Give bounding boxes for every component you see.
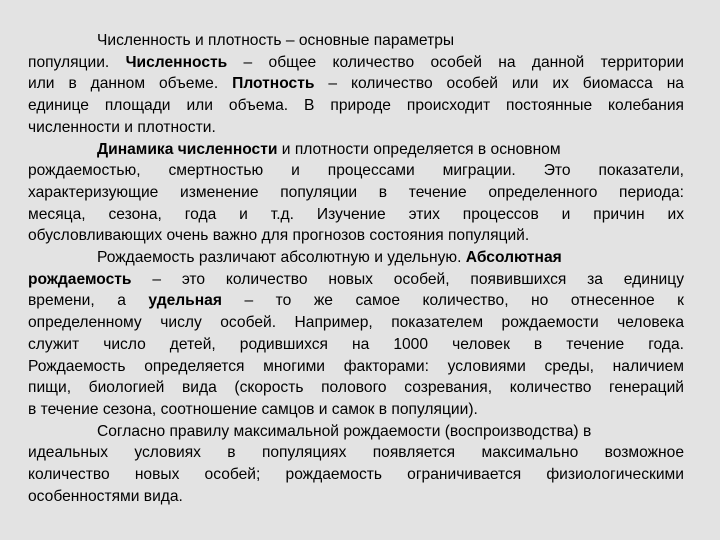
text-run: Численность и плотность – основные параметры: [97, 32, 455, 49]
bold-term: Абсолютная: [465, 249, 562, 267]
text-line: [28, 160, 684, 182]
paragraph: [28, 421, 684, 508]
bold-term: Плотность: [232, 75, 315, 93]
text-run: особенностями вида.: [28, 487, 183, 505]
text-line: [28, 247, 684, 269]
bold-term: Динамика численности: [97, 140, 278, 158]
text-line: [28, 139, 684, 161]
bold-term: Численность: [125, 53, 228, 71]
paragraph: [28, 139, 684, 248]
text-run: характеризующие изменение популяции в течение определенного периода:: [28, 183, 684, 201]
text-run: служит число детей, родившихся на 1000 человек в течение года.: [28, 335, 684, 353]
text-run: Рождаемость различают абсолютную и удельную.: [97, 249, 466, 267]
text-run: Согласно правилу максимальной рождаемости (воспроизводства) в: [97, 422, 592, 440]
text-line: [28, 182, 684, 204]
text-run: и плотности определяется в основном: [277, 140, 561, 158]
text-line: [28, 290, 684, 312]
bold-term: рождаемость: [28, 270, 132, 288]
text-run: месяца, сезона, года и т.д. Изучение этих процессов и причин их: [28, 205, 684, 223]
text-run: популяции.: [28, 53, 126, 71]
text-run: рождаемостью, смертностью и процессами миграции. Это показатели,: [28, 162, 684, 180]
paragraph: [28, 247, 684, 421]
text-run: единице площади или объема. В природе происходит постоянные колебания: [28, 97, 684, 115]
text-line: [28, 73, 684, 95]
text-run: количество новых особей; рождаемость ограничивается физиологическими: [28, 466, 684, 484]
text-line: [28, 421, 684, 443]
text-run: Рождаемость определяется многими факторами: условиями среды, наличием: [28, 357, 684, 375]
text-line: [28, 442, 684, 464]
text-run: времени, а: [28, 292, 149, 310]
text-line: [28, 117, 684, 139]
bold-term: удельная: [148, 292, 222, 310]
text-line: [28, 52, 684, 74]
text-line: [28, 204, 684, 226]
text-line: [28, 377, 684, 399]
text-line: [28, 30, 684, 52]
text-line: [28, 356, 684, 378]
text-run: или в данном объеме.: [28, 75, 233, 93]
text-line: [28, 486, 684, 508]
text-line: [28, 464, 684, 486]
text-run: численности и плотности.: [28, 118, 216, 136]
text-line: [28, 269, 684, 291]
text-run: пищи, биологией вида (скорость полового созревания, количество генераций: [28, 379, 684, 397]
text-line: [28, 312, 684, 334]
text-run: – общее количество особей на данной территории: [227, 53, 684, 71]
text-run: – количество особей или их биомасса на: [314, 75, 684, 93]
text-run: идеальных условиях в популяциях появляется максимально возможное: [28, 444, 684, 462]
text-run: – то же самое количество, но отнесенное к: [221, 292, 684, 310]
text-run: в течение сезона, соотношение самцов и самок в популяции).: [28, 400, 478, 418]
text-run: – это количество новых особей, появившихся за единицу: [131, 270, 684, 288]
text-run: обусловливающих очень важно для прогнозов состояния популяций.: [28, 227, 530, 245]
text-line: [28, 399, 684, 421]
text-line: [28, 95, 684, 117]
document-body: [28, 30, 684, 507]
text-run: определенному числу особей. Например, показателем рождаемости человека: [28, 314, 684, 332]
paragraph: [28, 30, 684, 139]
text-line: [28, 225, 684, 247]
text-line: [28, 334, 684, 356]
